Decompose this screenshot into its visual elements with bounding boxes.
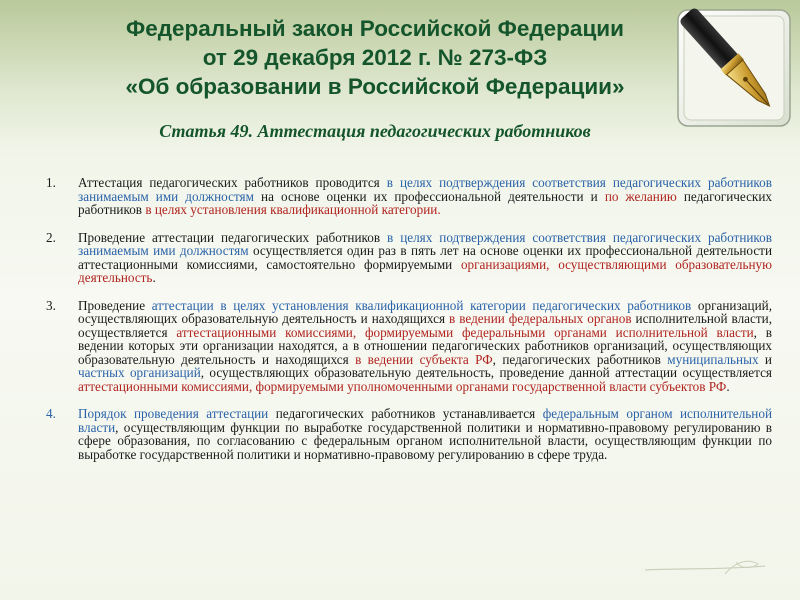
fountain-pen-icon xyxy=(672,4,796,132)
item-text-segment: муниципальных xyxy=(667,351,759,367)
item-text-segment: аттестационными комиссиями, формируемыми федеральными органами исполнительной власти xyxy=(176,324,754,340)
item-text-segment: . xyxy=(726,378,730,394)
article-item xyxy=(46,299,772,394)
item-text-segment: , осуществляющим функции по выработке государственной политики и нормативно-правовому регулированию в сфере образования, по согласованию с федеральным органом исполнительной власти, осуществляющим функции по выработке государственной политики и нормативно-правовому регулированию в сфере труда. xyxy=(78,419,772,462)
item-number: 2. xyxy=(46,229,56,245)
item-number: 1. xyxy=(46,175,56,190)
item-text-segment: организаций, осуществляющих образовательную деятельность и находящихся xyxy=(78,297,772,326)
item-text-segment: в целях подтверждения соответствия педагогических работников занимаемым ими должностям xyxy=(78,229,772,258)
item-text-segment: Аттестация педагогических работников проводится xyxy=(78,175,387,190)
item-text-segment: аттестации в целях установления квалификационной категории педагогических работников xyxy=(151,297,692,313)
title-line-2: от 29 декабря 2012 г. № 273-ФЗ xyxy=(202,45,548,70)
item-text-segment: исполнительной власти, осуществляется xyxy=(78,311,772,340)
item-text-segment: и xyxy=(758,351,772,367)
article-item xyxy=(46,407,772,461)
item-number: 3. xyxy=(46,297,56,313)
item-text-segment: Проведение xyxy=(78,297,152,313)
item-text-segment: аттестационными комиссиями, формируемыми уполномоченными органами государственной власти субъектов РФ xyxy=(78,378,727,394)
article-list xyxy=(46,176,772,475)
item-text-segment: педагогических работников xyxy=(78,188,772,217)
item-text-segment: организациями, осуществляющими образовательную деятельность xyxy=(78,256,772,285)
item-text-segment: Порядок проведения аттестации xyxy=(78,406,269,421)
item-text-segment: в ведении субъекта РФ xyxy=(355,351,493,367)
item-text-segment: по желанию xyxy=(604,188,677,204)
item-text-segment: осуществляется один раз в пять лет на основе оценки их профессиональной деятельности аттестационными комиссиями, самостоятельно формируемыми xyxy=(78,243,773,272)
item-text-segment: в целях установления квалификационной категории. xyxy=(145,202,441,217)
item-text-segment: педагогических работников устанавливается xyxy=(268,406,543,421)
item-text-segment: федеральным органом исполнительной власти xyxy=(78,406,773,435)
item-text-segment: частных организаций xyxy=(78,365,201,380)
article-item xyxy=(46,176,772,217)
item-text-segment: , в ведении которых эти организации находятся, а в отношении педагогических работников организаций, осуществляющих образовательную деятельность и находящихся xyxy=(78,324,772,367)
article-item xyxy=(46,231,772,285)
article-subtitle: Статья 49. Аттестация педагогических работников xyxy=(159,121,591,141)
item-text-segment: на основе оценки их профессиональной деятельности и xyxy=(253,188,605,204)
title-line-3: «Об образовании в Российской Федерации» xyxy=(125,74,625,99)
decorative-swirl xyxy=(640,548,770,578)
page-title xyxy=(50,14,700,101)
item-text-segment: , педагогических работников xyxy=(492,351,668,367)
item-text-segment: в ведении федеральных органов xyxy=(449,311,632,326)
item-text-segment: в целях подтверждения соответствия педагогических работников занимаемым ими должностям xyxy=(78,175,772,204)
item-text-segment: , осуществляющих образовательную деятельность, проведение данной аттестации осуществляется xyxy=(200,365,772,380)
item-text-segment: Проведение аттестации педагогических работников xyxy=(78,229,388,245)
item-number: 4. xyxy=(46,406,56,421)
title-line-1: Федеральный закон Российской Федерации xyxy=(126,16,624,41)
item-text-segment: . xyxy=(152,270,156,285)
